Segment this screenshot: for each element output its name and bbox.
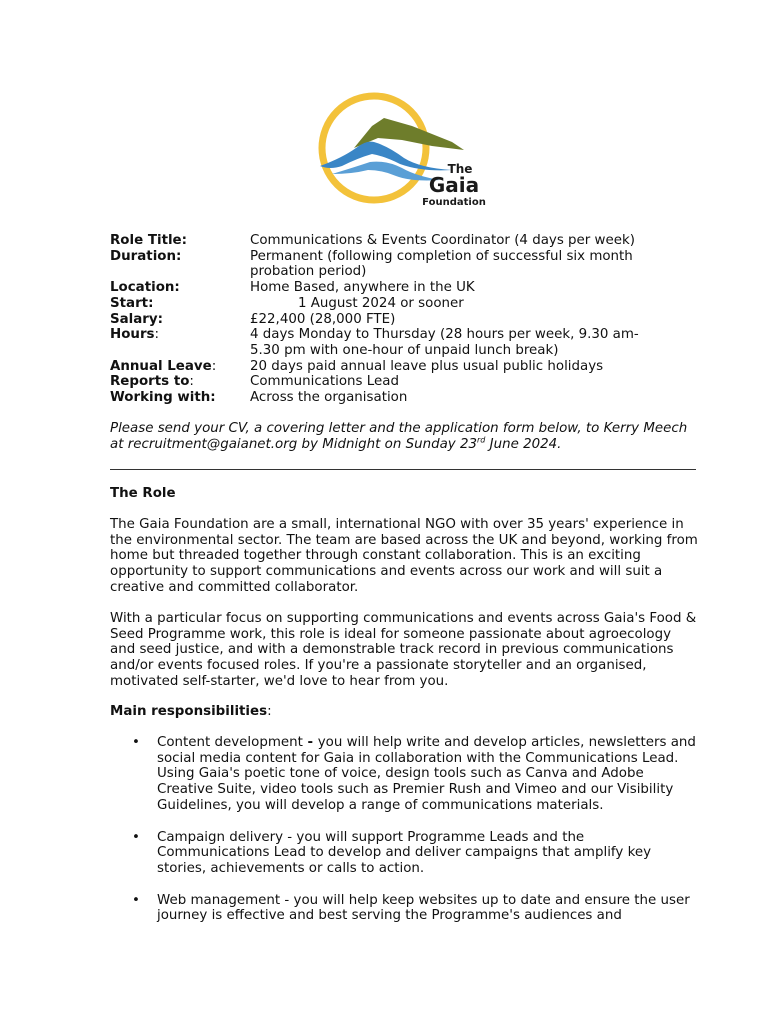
bullet-icon: • <box>132 829 140 845</box>
responsibilities-heading <box>110 704 700 720</box>
field-value: Home Based, anywhere in the UK <box>250 280 475 296</box>
responsibilities-list <box>110 735 700 940</box>
list-item <box>110 893 700 924</box>
gaia-foundation-logo <box>312 88 492 213</box>
item-lead: Web management <box>157 892 281 908</box>
field-label <box>110 343 250 359</box>
item-sep: - <box>302 735 318 750</box>
application-note <box>110 421 700 452</box>
field-label-colon: : <box>211 358 217 374</box>
field-value: £22,400 (28,000 FTE) <box>250 311 396 327</box>
field-working-with <box>110 390 690 406</box>
logo-text-gaia: Gaia <box>428 173 480 197</box>
field-reports-to <box>110 374 690 390</box>
field-annual-leave <box>110 359 690 375</box>
item-text: you will support Programme Leads and the Communications Lead to develop and deliver campaigns that amplify key stories, achievements or calls to action. <box>157 829 652 876</box>
item-lead: Campaign delivery <box>157 829 284 845</box>
field-label <box>110 359 250 375</box>
field-duration-cont <box>110 264 690 280</box>
job-details <box>110 233 690 406</box>
item-sep: - <box>280 892 294 908</box>
bullet-icon: • <box>132 892 140 908</box>
item-lead: Content development <box>157 735 303 750</box>
field-label: Role Title: <box>110 233 187 248</box>
field-value: probation period) <box>250 264 367 280</box>
field-label-text: Annual Leave <box>110 358 212 374</box>
application-note-tail: June 2024. <box>485 436 562 452</box>
responsibilities-heading-colon: : <box>267 704 272 719</box>
application-note-sup: rd <box>477 435 486 445</box>
field-label-colon: : <box>189 374 194 390</box>
role-paragraph-2: With a particular focus on supporting communications and events across Gaia's Food & Seed Programme work, this role is ideal for someone passionate about agroecology and seed justice, and with a demonstrable track record in previous communications and/or events focused roles. If you're a passionate storyteller and an organised, motivated self-starter, we'd love to hear from you. <box>110 611 697 689</box>
application-note-text: Please send your CV, a covering letter and the application form below, to Kerry Meech at recruitment@gaianet.org by Midnight on Sunday 23 <box>110 421 688 452</box>
field-value: 4 days Monday to Thursday (28 hours per week, 9.30 am- <box>250 327 639 343</box>
field-label: Location: <box>110 280 180 296</box>
field-hours <box>110 327 690 343</box>
field-value: 5.30 pm with one-hour of unpaid lunch break) <box>250 342 559 358</box>
role-paragraph-1: The Gaia Foundation are a small, international NGO with over 35 years' experience in the environmental sector. The team are based across the UK and beyond, working from home but threaded together through constant collaboration. This is an exciting opportunity to support communications and events across our work and will suit a creative and committed collaborator. <box>110 517 698 595</box>
item-text: you will help write and develop articles, newsletters and social media content for Gaia in collaboration with the Communications Lead. Using Gaia's poetic tone of voice, design tools such as Canva and Adobe Creative Suite, video tools such as Premier Rush and Vimeo and our Visibility Guidelines, you will develop a range of communications materials. <box>157 735 696 813</box>
field-location <box>110 280 690 296</box>
field-label <box>110 374 250 390</box>
logo-text-the: The <box>447 162 473 176</box>
list-item <box>110 830 700 877</box>
field-label: Working with: <box>110 390 216 406</box>
field-hours-cont <box>110 343 690 359</box>
field-salary <box>110 312 690 328</box>
field-label: Duration: <box>110 248 182 264</box>
field-role-title <box>110 233 690 249</box>
section-divider <box>110 469 696 470</box>
field-label-text: Hours <box>110 327 155 343</box>
field-label: Salary: <box>110 311 163 327</box>
field-value: 1 August 2024 or sooner <box>298 295 464 311</box>
responsibilities-heading-text: Main responsibilities <box>110 704 268 719</box>
field-duration <box>110 249 690 265</box>
field-value: Communications Lead <box>250 374 399 390</box>
field-label <box>110 264 250 280</box>
item-sep: - <box>283 829 297 845</box>
role-heading: The Role <box>110 486 176 501</box>
field-label-colon: : <box>154 327 160 343</box>
field-value: 20 days paid annual leave plus usual public holidays <box>250 358 604 374</box>
logo-text-foundation: Foundation <box>422 197 486 208</box>
field-label-text: Reports to <box>110 374 190 390</box>
item-text: you will help keep websites up to date and ensure the user journey is effective and best serving the Programme's audiences and <box>157 892 690 924</box>
list-item <box>110 735 700 814</box>
field-value: Across the organisation <box>250 390 408 406</box>
field-value: Communications & Events Coordinator (4 days per week) <box>250 233 635 248</box>
bullet-icon: • <box>132 735 140 750</box>
field-start <box>110 296 690 312</box>
field-label: Start: <box>110 295 154 311</box>
field-value: Permanent (following completion of successful six month <box>250 248 633 264</box>
field-label <box>110 327 250 343</box>
